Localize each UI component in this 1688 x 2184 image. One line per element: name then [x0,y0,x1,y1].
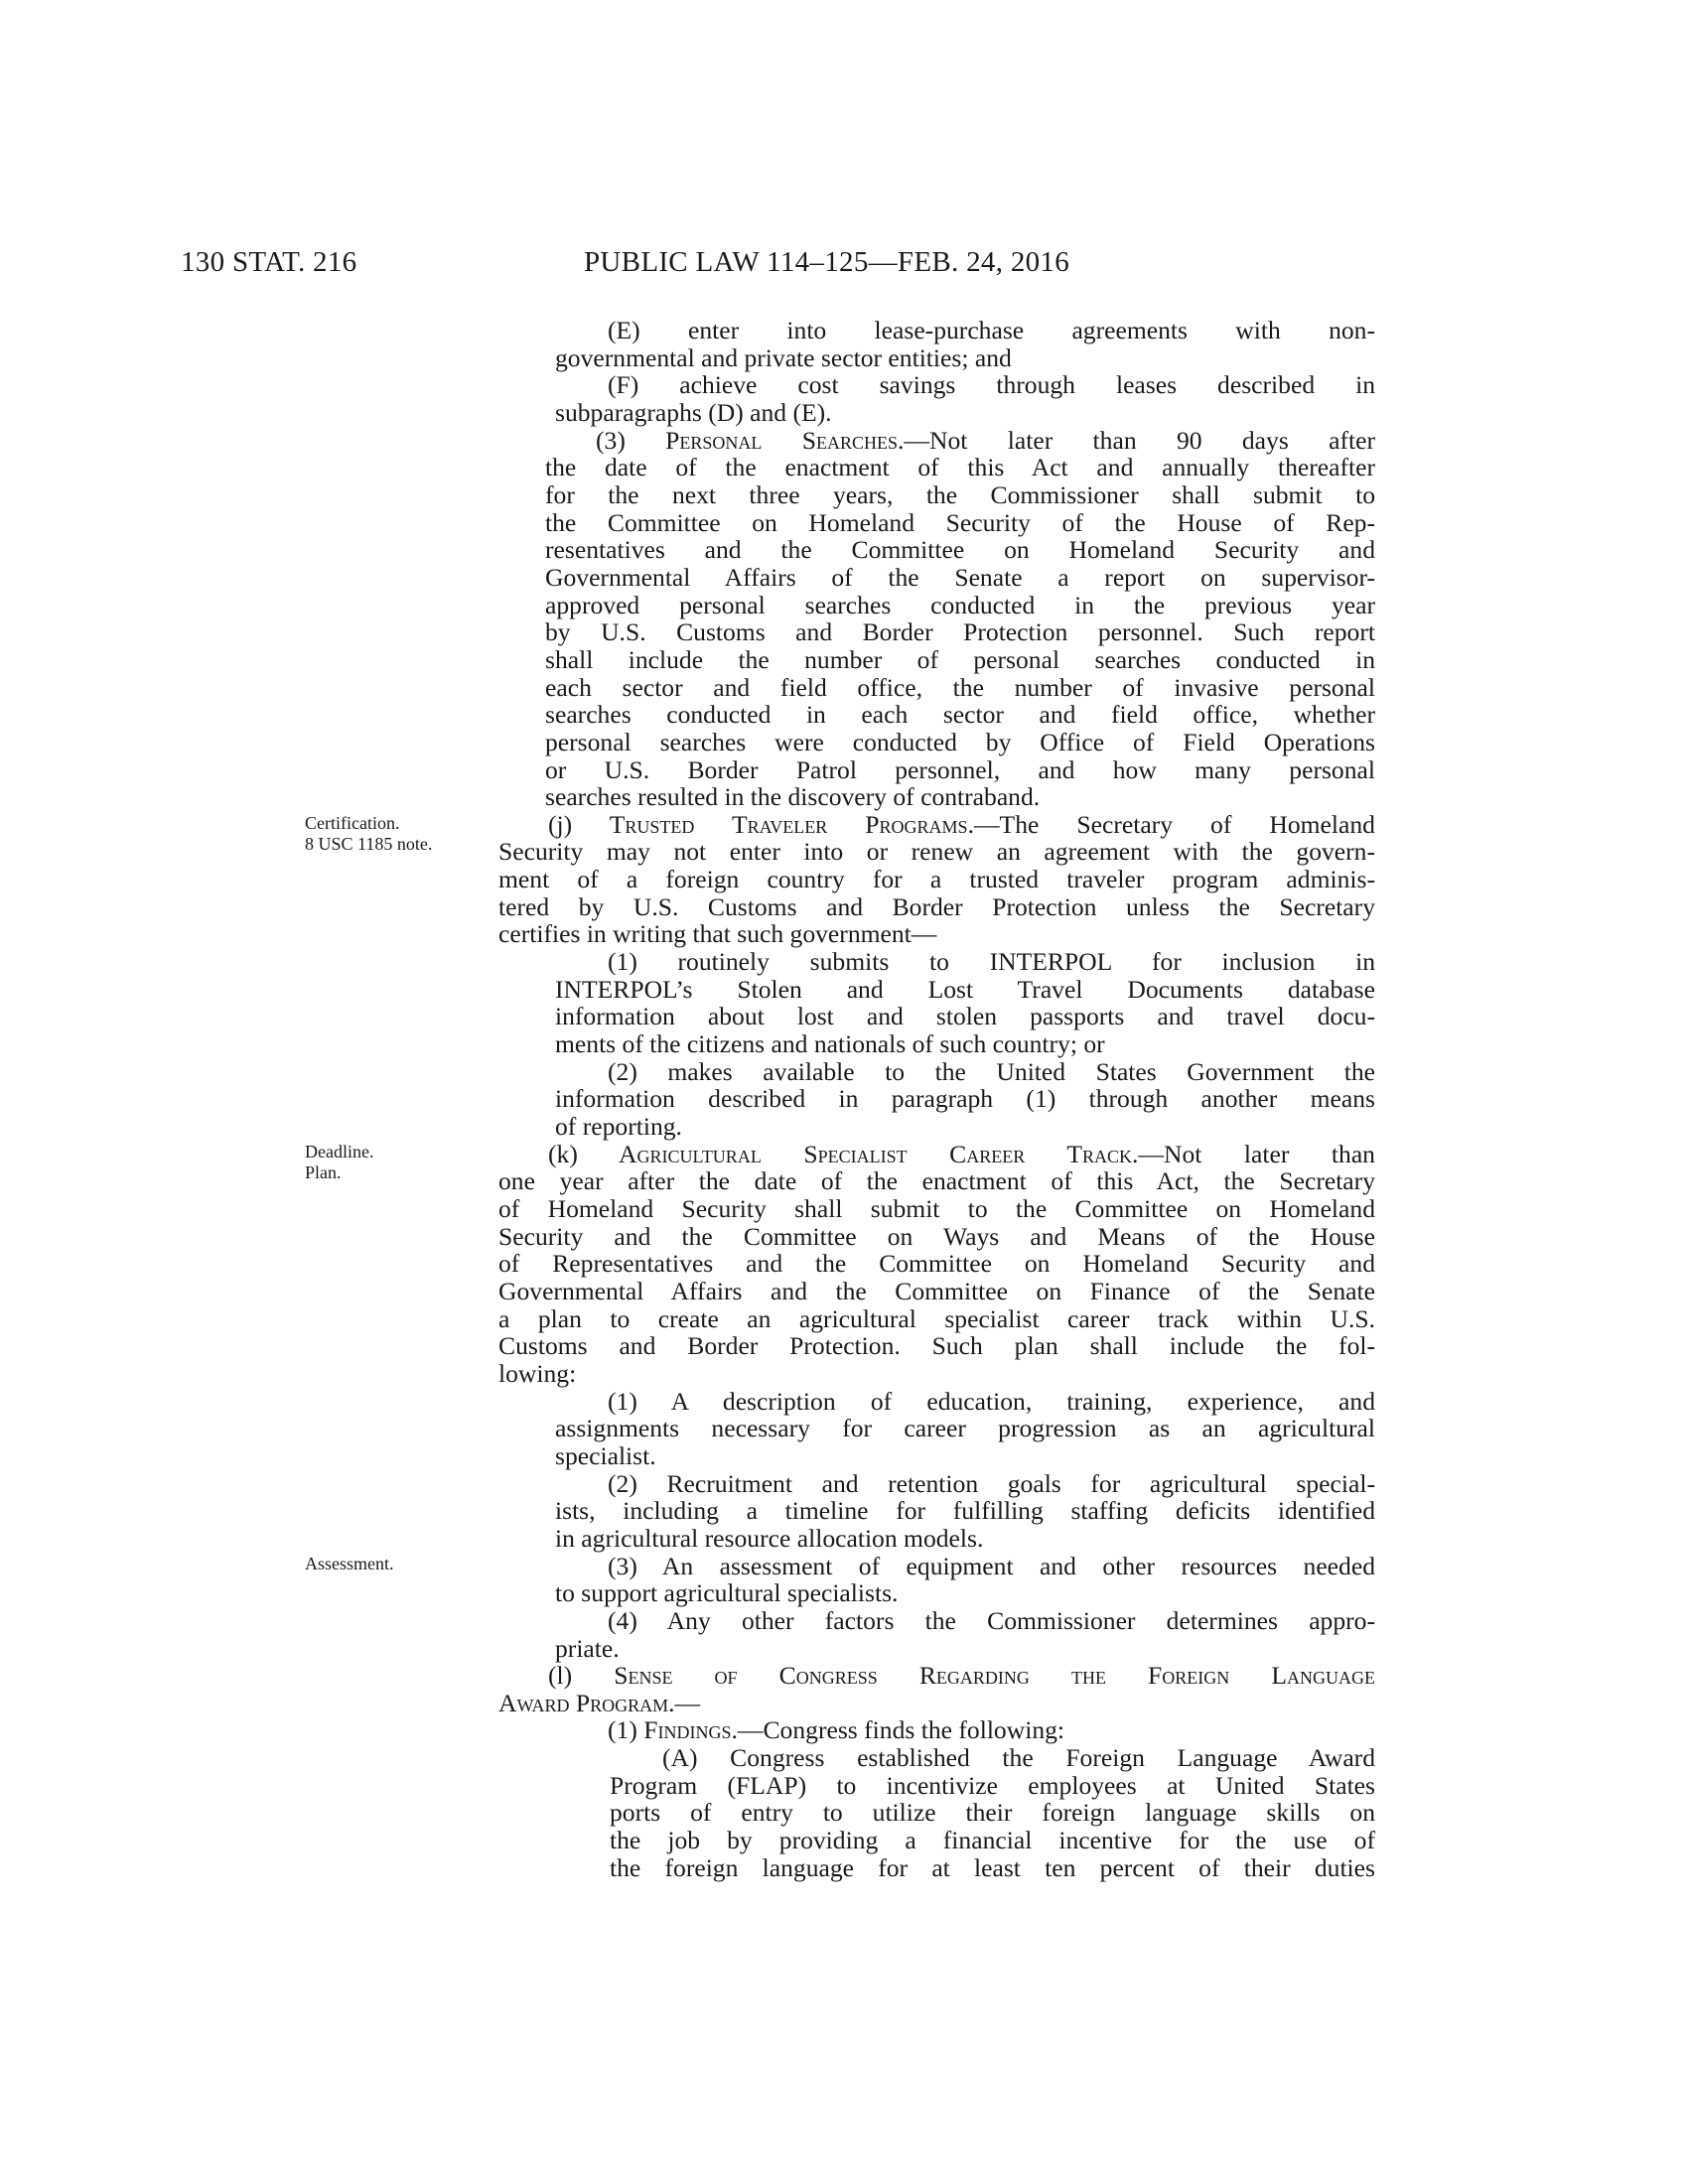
text-line: (1) routinely submits to INTERPOL for inclusion in [608,947,1375,977]
paragraph-k-3 [555,1553,1375,1607]
stat-reference: 130 STAT. 216 [181,246,357,278]
text-line: personal searches were conducted by Office of Field Operations [545,727,1375,756]
paragraph-heading: (3) Personal Searches.—Not later than 90 days after [596,425,1375,455]
text-line: in agricultural resource allocation models. [555,1523,984,1553]
text-line: a plan to create an agricultural specialist career track within U.S. [498,1303,1375,1333]
subsection-heading: (j) Trusted Traveler Programs.—The Secretary of Homeland [548,809,1375,839]
text-line: searches resulted in the discovery of contraband. [545,782,1041,812]
text-line: subparagraphs (D) and (E). [555,397,832,427]
text-line: of Representatives and the Committee on Homeland Security and [498,1249,1375,1279]
subsection-l-foreign-language-award [498,1662,1375,1716]
text-line: (3) An assessment of equipment and other resources needed [608,1551,1375,1580]
text-line: (2) Recruitment and retention goals for agricultural special- [608,1468,1375,1498]
text-line: for the next three years, the Commissioner shall submit to [545,479,1375,509]
subsection-k-agricultural-specialist [498,1141,1375,1388]
margin-note-plan: Plan. [305,1162,342,1182]
text-line: Governmental Affairs of the Senate a report on supervisor- [545,562,1375,592]
subparagraph-f [555,371,1375,426]
text-line: INTERPOL’s Stolen and Lost Travel Documents database [555,974,1375,1004]
text-line: searches conducted in each sector and field office, whether [545,700,1375,730]
paragraph-k-2 [555,1470,1375,1553]
text-line: Customs and Border Protection. Such plan shall include the fol- [498,1331,1375,1361]
subparagraph-l-a [610,1744,1375,1881]
text-line: approved personal searches conducted in the previous year [545,590,1375,619]
text-line: each sector and field office, the number of invasive personal [545,672,1375,702]
text-line: governmental and private sector entities; and [555,342,1012,372]
text-line: (F) achieve cost savings through leases described in [608,370,1375,400]
text-line: (1) A description of education, training, experience, and [608,1386,1375,1416]
margin-note-deadline: Deadline. [305,1142,374,1161]
paragraph-k-1 [555,1388,1375,1470]
text-line: the Committee on Homeland Security of the House of Rep- [545,507,1375,537]
text-line: specialist. [555,1440,656,1470]
text-line: (E) enter into lease-purchase agreements with non- [608,316,1375,344]
text-line: ment of a foreign country for a trusted traveler program adminis- [498,865,1375,894]
text-line: (A) Congress established the Foreign Language Award [662,1743,1375,1773]
page-header [0,246,1688,286]
law-title: PUBLIC LAW 114–125—FEB. 24, 2016 [584,246,1070,278]
text-line: to support agricultural specialists. [555,1578,899,1608]
text-line: of Homeland Security shall submit to the Committee on Homeland [498,1194,1375,1223]
text-line: lowing: [498,1358,577,1388]
text-line: the foreign language for at least ten percent of their duties [610,1852,1375,1882]
text-line: of reporting. [555,1112,682,1142]
text-line: information about lost and stolen passports and travel docu- [555,1002,1375,1031]
text-line: Security may not enter into or renew an agreement with the govern- [498,837,1375,867]
text-line: one year after the date of the enactment of this Act, the Secretary [498,1166,1375,1196]
text-line: certifies in writing that such government— [498,919,937,949]
text-line: resentatives and the Committee on Homeland Security and [545,535,1375,565]
text-line: Governmental Affairs and the Committee on Finance of the Senate [498,1276,1375,1305]
text-line: (4) Any other factors the Commissioner determines appro- [608,1605,1375,1635]
text-line: information described in paragraph (1) through another means [555,1084,1375,1114]
paragraph-3-personal-searches [545,427,1375,811]
margin-note-certification: Certification. [305,813,400,833]
subsection-heading: (l) Sense of Congress Regarding the Foreign Language [548,1661,1375,1691]
text-line: ists, including a timeline for fulfilling staffing deficits identified [555,1496,1375,1526]
text-line: by U.S. Customs and Border Protection personnel. Such report [545,617,1375,647]
text-line: ports of entry to utilize their foreign language skills on [610,1798,1375,1828]
margin-note-assessment: Assessment. [305,1554,394,1573]
subparagraph-e [555,317,1375,371]
paragraph-j-2 [555,1058,1375,1141]
text-line: Security and the Committee on Ways and Means of the House [498,1221,1375,1251]
text-line: assignments necessary for career progression as an agricultural [555,1414,1375,1443]
text-line: Program (FLAP) to incentivize employees at United States [610,1770,1375,1800]
paragraph-heading: (1) Findings.—Congress finds the following: [608,1715,1065,1745]
statute-body [498,317,1375,1881]
paragraph-k-4 [555,1607,1375,1662]
text-line: priate. [555,1633,620,1663]
paragraph-l-1-findings [555,1716,1375,1744]
text-line: the date of the enactment of this Act and annually thereafter [545,453,1375,482]
text-line: tered by U.S. Customs and Border Protection unless the Secretary [498,891,1375,921]
subsection-heading: (k) Agricultural Specialist Career Track.—Not later than [548,1139,1375,1168]
text-line: the job by providing a financial incentive for the use of [610,1826,1375,1855]
subsection-heading-cont: Award Program.— [498,1688,701,1717]
text-line: (2) makes available to the United States Government the [608,1056,1375,1086]
text-line: shall include the number of personal searches conducted in [545,644,1375,674]
text-line: ments of the citizens and nationals of such country; or [555,1029,1105,1059]
margin-note-usc: 8 USC 1185 note. [305,834,433,854]
subsection-j-trusted-traveler [498,811,1375,948]
paragraph-j-1 [555,948,1375,1058]
text-line: or U.S. Border Patrol personnel, and how many personal [545,754,1375,784]
